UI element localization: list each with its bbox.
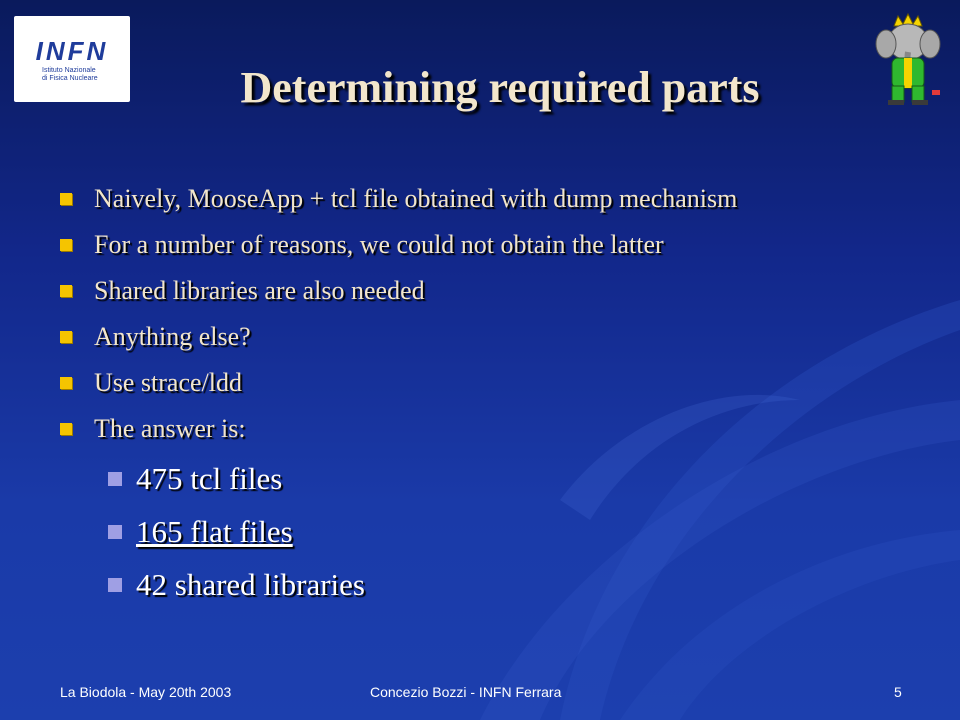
bullet-text: Anything else?	[94, 322, 251, 351]
bullet-text: Use strace/ldd	[94, 368, 243, 397]
sub-bullet-text: 42 shared libraries	[136, 566, 365, 602]
list-item	[60, 314, 920, 360]
bullet-list	[60, 176, 920, 611]
bullet-square-icon	[60, 193, 72, 205]
footer-center: Concezio Bozzi - INFN Ferrara	[370, 684, 562, 700]
logo-mark: INFN	[35, 35, 109, 66]
sub-bullet-square-icon	[108, 472, 122, 486]
sub-bullet-square-icon	[108, 525, 122, 539]
bullet-square-icon	[60, 423, 72, 435]
list-item	[60, 268, 920, 314]
logo-subtitle-2: di Fisica Nucleare	[42, 74, 98, 82]
sub-list-item[interactable]	[108, 505, 920, 558]
page-number: 5	[894, 684, 902, 700]
sub-bullet-link[interactable]: 165 flat files	[136, 513, 293, 549]
sub-list-item	[108, 558, 920, 611]
sub-bullet-text: 475 tcl files	[136, 460, 283, 496]
bullet-square-icon	[60, 331, 72, 343]
bullet-square-icon	[60, 377, 72, 389]
logo-subtitle-1: Istituto Nazionale	[42, 66, 96, 74]
list-item	[60, 406, 920, 452]
bullet-text: Naively, MooseApp + tcl file obtained with dump mechanism	[94, 184, 738, 213]
bullet-text: For a number of reasons, we could not obtain the latter	[94, 230, 664, 259]
sub-bullet-square-icon	[108, 578, 122, 592]
bullet-square-icon	[60, 285, 72, 297]
list-item	[60, 360, 920, 406]
sub-list-item	[108, 452, 920, 505]
slide-title: Determining required parts	[240, 63, 760, 112]
bullet-text: Shared libraries are also needed	[94, 276, 425, 305]
footer-left: La Biodola - May 20th 2003	[60, 684, 232, 700]
list-item	[60, 176, 920, 222]
list-item	[60, 222, 920, 268]
bullet-text: The answer is:	[94, 414, 246, 443]
bullet-square-icon	[60, 239, 72, 251]
